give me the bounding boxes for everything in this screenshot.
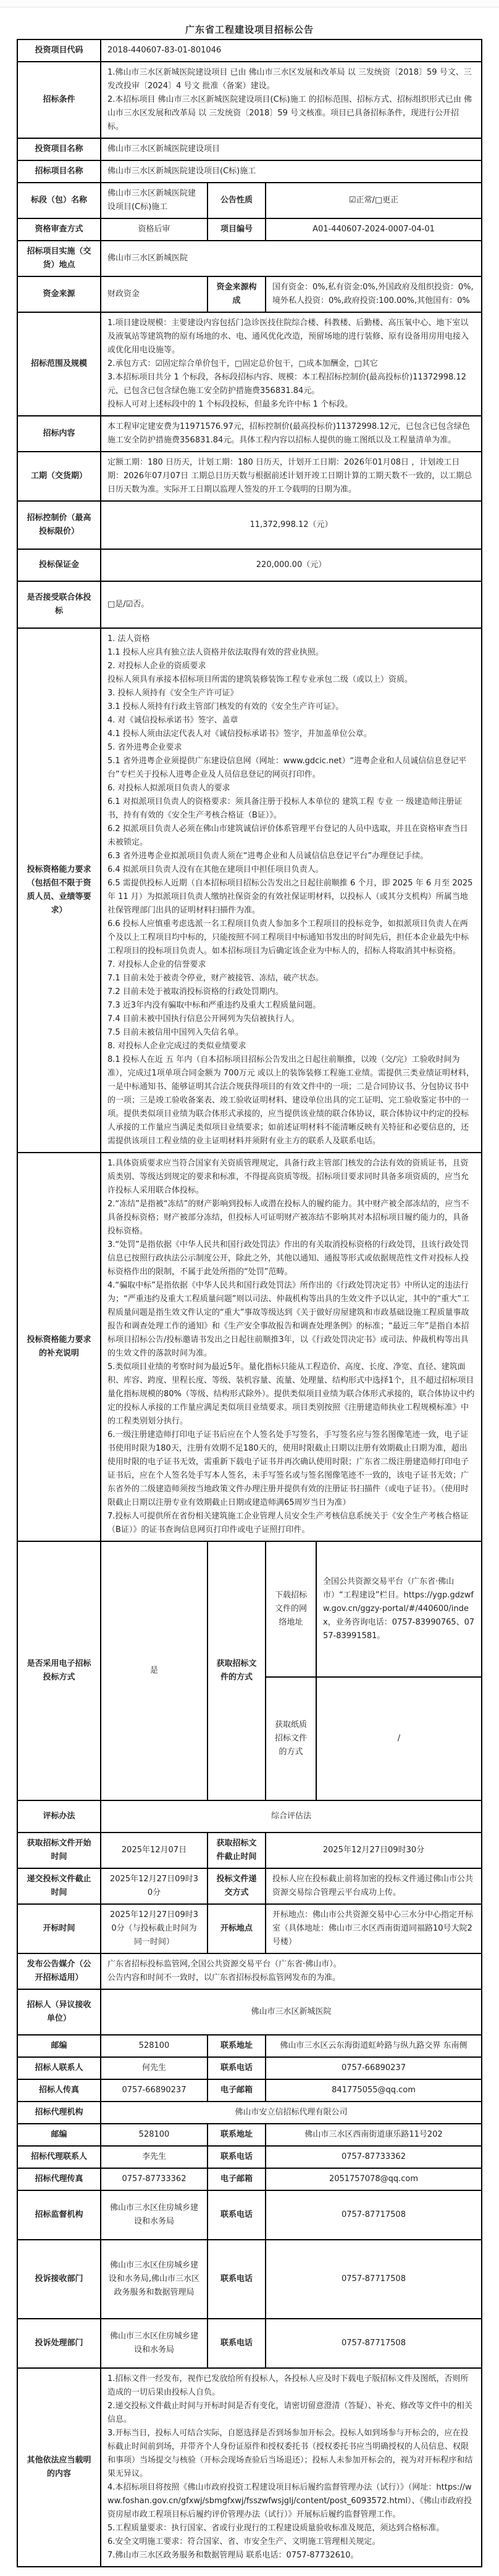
paragraph: 4.“骗取中标”是指依据《中华人民共和国行政处罚法》所作出的《行政处罚决定书》中所认定的违法行为；“严重违约及重大工程质量问题”则以司法、仲裁机构等出具的生效文件予以认定，其中的“重大”工程质量问题是指生效文件认定的“重大”事故等级达到《关于做好房屋建筑和市政基础设施工程质量事故报告和调查处理工作的通知》和《生产安全事故报告和调查处理条例》的标准；“最近三年”是指自本招标项目招标公告/投标邀请书发出之日起往前顺推3年，以《行政处罚决定书》或司法、仲裁机构等出具的生效文件的落款时间为准。 — [107, 1281, 469, 1358]
media-label: 发布公告媒介（公开招标适用） — [17, 1953, 101, 1989]
paragraph: 7.佛山市三水区政务服务和数据管理局 联系电话：0757-87732610。 — [107, 2551, 359, 2560]
qualification-req-value — [101, 628, 482, 1153]
paragraph: 1.招标文件一经发布，视作已发放给所有投标人，各投标人应及时下载电子版招标文件及图纸，否则所造成的一切后果由投标人自负。 — [107, 2374, 469, 2397]
content-value: 本工程审定建安费为11971576.97元，招标控制价(最高投标价)11372998.12元，已包含已包含绿色施工安全防护措施费356831.84元。具体工程内容以招标人提供的施工图纸以及工程量清单为准。 — [101, 416, 482, 452]
tenderer-value: 佛山市三水区新城医院 — [101, 1989, 482, 2035]
paragraph: 7.3 近3年内没有骗取中标和严重违约及重大工程质量问题。 — [107, 1001, 321, 1010]
paragraph: 6.安全文明施工要求：符合国家、省、市安全生产、文明施工管理相关规定。 — [107, 2537, 380, 2546]
consortium-label: 是否接受联合体投标 — [17, 581, 101, 628]
tenderer-address-label: 联系地址 — [208, 2035, 266, 2057]
paragraph: 7.1 目前未处于被责令停业，财产被接管、冻结，破产状态。 — [107, 974, 324, 983]
doc-start-label: 获取招标文件开始时间 — [17, 1833, 101, 1868]
row-funds — [17, 276, 482, 312]
evaluation-label: 评标办法 — [17, 1800, 101, 1833]
row-tender-conditions — [17, 62, 482, 138]
paragraph: 6.1 对拟派项目负责人的资格要求：须具备注册于投标人本单位的 建筑工程 专业 一 级建造师注册证书，持有有效的《安全生产考核合格证（B证）》。 — [107, 797, 463, 820]
row-tenderer-contact — [17, 2057, 482, 2079]
section-name-value: 佛山市三水区新城医院建设项目(C标)施工 — [101, 183, 208, 218]
bid-bond-value: 220,000.00（元） — [101, 549, 482, 581]
tenderer-label: 招标人（异议接收单位） — [17, 1989, 101, 2035]
tenderer-phone-label: 联系电话 — [208, 2057, 266, 2079]
row-duration — [17, 452, 482, 501]
tenderer-fax-value: 0757-66890237 — [101, 2079, 208, 2102]
agency-postcode-value: 528100 — [101, 2124, 208, 2146]
page-title: 广东省工程建设项目招标公告 — [185, 24, 314, 35]
control-price-label: 招标控制价（最高投标限价） — [17, 501, 101, 549]
complaint-recv-label: 投诉接收部门 — [17, 2240, 101, 2319]
supervisor-label: 招标监督机构 — [17, 2190, 101, 2240]
paragraph: 6.4 拟派项目负责人没有在其他在建项目中担任项目负责人。 — [107, 865, 324, 874]
submit-method-value: 投标人应在投标截止前将加密的投标文件通过佛山市公共资源交易综合管理云平台成功上传。 — [266, 1868, 482, 1904]
row-scope — [17, 312, 482, 416]
funds-label: 资金来源 — [17, 276, 101, 312]
paragraph: 广东省招标投标监管网,全国公共资源交易平台（广东省·佛山市）。 — [107, 1960, 342, 1969]
tenderer-email-value: 841775055@qq.com — [266, 2079, 482, 2102]
opening-place-value: 开标地点：佛山市公共资源交易中心三水分中心指定开标室（具体地址：佛山市三水区西南街道同福路10号大院2号楼） — [266, 1904, 482, 1953]
invest-name-value: 佛山市三水区新城医院建设项目 — [101, 138, 482, 160]
paragraph: 3. 投标人须持有《安全生产许可证》 — [107, 689, 238, 698]
invest-name-label: 投资项目名称 — [17, 138, 101, 160]
complaint-recv-phone-label: 联系电话 — [208, 2240, 266, 2319]
complaint-recv-value: 佛山市三水区住房城乡建设和水务局,佛山市三水区政务服务和数据管理局 — [101, 2240, 208, 2319]
doc-start-value: 2025年12月07日 — [101, 1833, 208, 1868]
paper-doc-label: 获取纸质招标文件的方式 — [266, 1677, 316, 1800]
agency-contact-label: 招标代理联系人 — [17, 2146, 101, 2168]
agency-value: 佛山市安立信招标代理有限公司 — [101, 2102, 482, 2124]
content-label: 招标内容 — [17, 416, 101, 452]
row-tender-name — [17, 160, 482, 183]
paragraph: 2. 对投标人企业的资质要求 — [107, 661, 206, 671]
qualification-notes-label: 投标资格能力要求的补充说明 — [17, 1153, 101, 1541]
paragraph: 3.开标当日，投标人可结合实际，自愿选择是否到场参加开标会。投标人如到场参与开标会的，应在投标截止时间前到场，并带齐个人身份证原件和授权委托书（授权委托书应当明确授权的人员信息、权限和事项）当场提交与核验（开标会现场查验后当场退还）；投标人未参加开标会的，视为对开标程序和结果无异议。 — [107, 2429, 473, 2479]
complaint-handle-phone-label: 联系电话 — [208, 2319, 266, 2368]
section-name-label: 标段（包）名称 — [17, 183, 101, 218]
paragraph: 投标人须具有承接本招标项目所需的建筑装修装饰工程专业承包二级（或以上）资质。 — [107, 675, 413, 684]
agency-phone-label: 联系电话 — [208, 2146, 266, 2168]
tenderer-postcode-value: 528100 — [101, 2035, 208, 2057]
row-invest-code — [17, 39, 482, 62]
announcement-table — [17, 39, 482, 2567]
duration-label: 工期（交货期） — [17, 452, 101, 501]
row-agency-postcode — [17, 2124, 482, 2146]
agency-fax-label: 招标代理传真 — [17, 2168, 101, 2190]
complaint-recv-phone-value: 0757-87717508 — [266, 2240, 482, 2319]
paragraph: 4.1 投标人须由法定代表人对《诚信投标承诺书》签字，并加盖单位公章。 — [107, 729, 372, 739]
scope-value — [101, 312, 482, 416]
doc-obtain-method-label: 获取招标文件的方式 — [208, 1541, 266, 1800]
tenderer-email-label: 电子邮箱 — [208, 2079, 266, 2102]
paragraph: 8. 对投标人企业完成过的类似业绩要求 — [107, 1042, 246, 1051]
paragraph: 2.本招标项目 佛山市三水区新城医院建设项目(C标)施工 的招标范围、招标方式、招标组织形式已由 佛山市三水区发展和改革局 以 三发统资〔2018〕59 号文核准。项目已具备招标条件，现进行公开招标。 — [107, 95, 472, 131]
tenderer-contact-value: 何先生 — [101, 2057, 208, 2079]
location-label: 招标项目实施（交货）地点 — [17, 241, 101, 276]
paragraph: 5. 省外进粤企业要求 — [107, 743, 182, 752]
submit-deadline-label: 递交投标文件截止时间 — [17, 1868, 101, 1904]
paragraph: 2.“冻结”是指被“冻结”的财产影响到投标人或潜在投标人的履约能力。其中财产被全部冻结的，应当不具备投标资格；财产被部分冻结，但投标人可证明财产被冻结不影响其对本招标项目履约能力的，具备投标资格。 — [107, 1199, 469, 1236]
agency-label: 招标代理机构 — [17, 2102, 101, 2124]
e-bidding-label: 是否采用电子招标投标方式 — [17, 1541, 101, 1800]
download-url-label: 下载招标文件的网络地址 — [266, 1541, 316, 1677]
row-tenderer-fax — [17, 2079, 482, 2102]
agency-contact-value: 李先生 — [101, 2146, 208, 2168]
row-opening — [17, 1904, 482, 1953]
paragraph: 7.5 目前未被信用中国列入失信名单。 — [107, 1028, 243, 1037]
paper-doc-value: / — [316, 1677, 482, 1800]
agency-postcode-label: 邮编 — [17, 2124, 101, 2146]
supervisor-phone-label: 联系电话 — [208, 2190, 266, 2240]
scope-label: 招标范围及规模 — [17, 312, 101, 416]
row-agency-contact — [17, 2146, 482, 2168]
paragraph: 4. 对《诚信投标承诺书》签字、盖章 — [107, 716, 238, 725]
qualification-method-value: 资格后审 — [101, 218, 208, 241]
bid-bond-label: 投标保证金 — [17, 549, 101, 581]
page-top-strip — [0, 0, 499, 7]
other-label: 其他依法应当载明的内容 — [17, 2368, 101, 2567]
paragraph: 7.投标人可提供所在省份相关建筑施工企业管理人员安全生产考核信息系统关于《安全生产考核合格证（B证）》的证书查询信息网页打印件或电子证照打印件。 — [107, 1512, 469, 1534]
paragraph: 公告内容和时间不一致时，以广东省招标投标监管网发布的为准。 — [107, 1973, 341, 1982]
notice-nature-label: 公告性质 — [208, 183, 266, 218]
submit-method-label: 投标文件递交方式 — [208, 1868, 266, 1904]
row-evaluation — [17, 1800, 482, 1833]
row-content — [17, 416, 482, 452]
location-value: 佛山市三水区新城医院 — [101, 241, 482, 276]
doc-deadline-value: 2025年12月27日09时30分 — [266, 1833, 482, 1868]
paragraph: 5.工程质量要求：执行国家、省或行业现行的工程建设质量验收标准及规范，须达到合格标准。 — [107, 2524, 445, 2533]
media-value — [101, 1953, 482, 1989]
row-media — [17, 1953, 482, 1989]
invest-code-value: 2018-440607-83-01-801046 — [101, 39, 482, 62]
notice-nature-value: ☑正常/□更正 — [266, 183, 482, 218]
complaint-handle-label: 投诉处理部门 — [17, 2319, 101, 2368]
funds-composition-label: 资金来源构成 — [208, 276, 266, 312]
row-tenderer-postcode — [17, 2035, 482, 2057]
agency-fax-value: 0757-87733362 — [101, 2168, 208, 2190]
paragraph: 4.本招标项目将按照《佛山市政府投资工程建设项目标后履约监督管理办法（试行）》（网址：https://www.foshan.gov.cn/gfxwj/sbmgfxwj/fsszwfwsjglj/content/post_6093572.html）、《佛山市政府投资房屋市政工程项目标后履约评价管理办法（试行）》开展标后履约监督管理工作。 — [107, 2483, 472, 2519]
row-qualification-notes — [17, 1153, 482, 1541]
paragraph: 投标人可对上述标段中的 1 个标段投标，但最多允许中标 1 个标段。 — [107, 400, 353, 409]
supervisor-phone-value: 0757-87717508 — [266, 2190, 482, 2240]
paragraph: 1.具体资质要求应当符合国家有关资质管理规定，具备行政主管部门核发的合法有效的资质证书，且资质类别、等级达到规定的要求和标准，不得提高资质等级。招标项目要求同时具备多项资质的，应当允许投标人采用联合体投标。 — [107, 1159, 469, 1195]
qualification-method-label: 资格审查方式 — [17, 218, 101, 241]
paragraph: 6. 对投标人拟派项目负责人的要求 — [107, 784, 230, 793]
tender-conditions-label: 招标条件 — [17, 62, 101, 138]
project-number-label: 项目编号 — [208, 218, 266, 241]
row-invest-name — [17, 138, 482, 160]
row-tenderer — [17, 1989, 482, 2035]
paragraph: 6.2 拟派项目负责人必须在佛山市建筑诚信评价体系管理平台登记的人员中选取，并且在资格审查当日未被锁定。 — [107, 824, 468, 847]
row-section-name — [17, 183, 482, 218]
opening-time-value: 2025年12月27日09时30分（与投标截止时间为同一时间） — [101, 1904, 208, 1953]
download-url-value: 全国公共资源交易平台（广东省·佛山市）“工程建设”栏目。https://ygp.gdzwfw.gov.cn/ggzy-portal/#/440600/index，业务咨询电话：0757-83990765、0757-83991581。 — [316, 1541, 482, 1677]
project-number-value: A01-440607-2024-0007-04-01 — [266, 218, 482, 241]
paragraph: 2.递交投标文件截止时间与开标时间是否有变化，请密切留意澄清（答疑）、补充、修改等文件中的相关信息。 — [107, 2401, 472, 2424]
row-agency — [17, 2102, 482, 2124]
row-complaint-handle — [17, 2319, 482, 2368]
agency-address-label: 联系地址 — [208, 2124, 266, 2146]
supervisor-value: 佛山市三水区住房城乡建设和水务局 — [101, 2190, 208, 2240]
tender-conditions-value — [101, 62, 482, 138]
agency-email-value: 2051757078@qq.com — [266, 2168, 482, 2190]
paragraph: 1.佛山市三水区新城医院建设项目 已由 佛山市三水区发展和改革局 以 三发统资〔2018〕59 号文、三发改投审〔2024〕4 号文 批准（备案）建设。 — [107, 68, 472, 91]
row-bid-bond — [17, 549, 482, 581]
funds-value: 财政资金 — [101, 276, 208, 312]
paragraph: 5.1 省外进粤企业须提供广东建设信息网（网址：www.gdcic.net）“进粤企业和人员诚信信息登记平台”专栏关于投标人进粤企业及人员信息登记的网页打印件。 — [107, 756, 467, 779]
agency-email-label: 电子邮箱 — [208, 2168, 266, 2190]
submit-deadline-value: 2025年12月27日09时30分 — [101, 1868, 208, 1904]
tenderer-contact-label: 招标人联系人 — [17, 2057, 101, 2079]
tenderer-phone-value: 0757-66890237 — [266, 2057, 482, 2079]
tenderer-postcode-label: 邮编 — [17, 2035, 101, 2057]
paragraph: 1. 法人资格 — [107, 634, 150, 644]
agency-phone-value: 0757-87733362 — [266, 2146, 482, 2168]
opening-place-label: 开标地点 — [208, 1904, 266, 1953]
qualification-notes-value — [101, 1153, 482, 1541]
paragraph: 2.承包方式：☑固定综合单价包干，□固定总价包干，□成本加酬金，□其它 — [107, 359, 378, 368]
tenderer-fax-label: 招标人传真 — [17, 2079, 101, 2102]
complaint-handle-value: 佛山市三水区住房城乡建设和水务局 — [101, 2319, 208, 2368]
paragraph: 1.1 投标人应具有独立法人资格并依法取得有效的营业执照。 — [107, 648, 324, 657]
e-bidding-value: 是 — [101, 1541, 208, 1800]
paragraph: 8.1 投标人在近 五 年内（自本招标项目招标公告发出之日起往前顺推，以竣（交/完）工验收时间为准），完成过1项单项合同金额为 700万元 或以上的装饰装修工程施工业绩。需提供三类业绩证明材料，一是中标通知书、能够证明其合法合规获得项目的有效文件中的一项；二是合同协议书、分包协议书中的一项；三是竣工验收备案表、竣工验收证明材料、建设单位出具的完工证明、完工验收鉴定书中的一项。提供类似项目业绩为联合体形式承接的，应当提供该业绩的联合体协议，联合体协议中约定的投标人承接的工作量应当满足类似项目业绩要求；如前述证明材料不能清晰反映有关特征和必要信息的，还需提供该项目工程业绩的业主证明材料并须附有业主方的联系人及联系电话。 — [107, 1055, 474, 1146]
complaint-handle-phone-value: 0757-87717508 — [266, 2319, 482, 2368]
row-qualification-req — [17, 628, 482, 1153]
row-e-bidding — [17, 1541, 482, 1677]
tender-name-label: 招标项目名称 — [17, 160, 101, 183]
funds-composition-value: 国有资金：0%,私有资金:0%,外国政府及组织投资：0%,境外私人投资：0%,政府投资:100.00%,其他国有：0% — [266, 276, 482, 312]
tenderer-address-value: 佛山市三水区云东海街道虹岭路与纵九路交界 东南侧 — [266, 2035, 482, 2057]
consortium-value: □是/☑否。 — [101, 581, 482, 628]
row-agency-fax — [17, 2168, 482, 2190]
row-other — [17, 2368, 482, 2567]
row-location — [17, 241, 482, 276]
paragraph: 3.“处罚”是指依据《中华人民共和国行政处罚法》作出的有关取消投标资格的行政处罚，且该行政处罚信息已按照行政执法公示制度公开，除此之外，其他以通知、通报等形式或依据规范性文件对投标人投标资格作出的限制，不属于此处所指的“处罚”范畴。 — [107, 1240, 469, 1277]
row-supervisor — [17, 2190, 482, 2240]
row-qualification-method — [17, 218, 482, 241]
paragraph: 6.5 需提供投标人近期（自本招标项目招标公告发出之日起往前顺推 6 个月，即 2025 年 6 月至 2025 年 11 月）为拟派项目负责人缴纳社保资金的有效社保证明材料，以投标人（或其分支机构）所属当地社保管理部门出具的证明材料扫描件为准。 — [107, 879, 473, 915]
tender-name-value: 佛山市三水区新城医院建设项目(C标)施工 — [101, 160, 482, 183]
qualification-req-label: 投标资格能力要求（包括但不限于资质人员、业绩等要求） — [17, 628, 101, 1153]
row-control-price — [17, 501, 482, 549]
paragraph: 1.项目建设规模：主要建设内容包括门急诊医技住院综合楼、科教楼、后勤楼、高压氧中心、地下室以及液氧站等建筑物的原有场地的水、电、通风优化改造，预留场地的进行装修、原有设备用房用电接入或优化用电设施等。 — [107, 318, 469, 355]
paragraph: 7. 对投标人企业的信誉要求 — [107, 960, 206, 969]
paragraph: 6.6 投标人应慎重考虑选派一名工程项目负责人参加多个工程项目的投标竞争，如拟派项目负责人在两个及以上工程项目均中标的，只能按照不同工程项目中标通知书发出的时间先后，担任本企业最先中标工程项目的投标项目负责人。如本招标项目为后确定该企业为中标人的，招标人将取消其中标资格。 — [107, 919, 469, 956]
paragraph: 3.1 投标人须持有行政主管部门核发的有效的《安全生产许可证》。 — [107, 702, 344, 711]
evaluation-value: 综合评估法 — [101, 1800, 482, 1833]
duration-value: 定额工期：180 日历天，计划工期：180 日历天，计划开工日期：2026年01月08日 ，计划竣工日期：2026年07月07日 工期总日历天数与根据前述计划开竣工日期计算的工期天数不一致的，以工期总日历天数为准。实际开工日期以监理人签发的开工令载明的日期为准。 — [101, 452, 482, 501]
paragraph: 6.一级注册建造师打印电子证书后应在个人签名处手写签名，手写签名应与签名图像笔迹一致，电子证书使用时限为180天，注册有效期不足180天的，使用时限截止日期以注册有效期截止日期为准，超出使用时限的电子证书无效，需重新下载电子证书并再次确认使用时限；广东省二级注册建造师打印电子证书后，应在个人签名处手写本人签名，未手写签名或与签名图像笔迹不一致的，该电子证书无效；广东省外的二级建造师须按当地政策文件办理注册并提供有效的注册证书扫描件（或电子证书）。（使用时限截止日期以注册专业有效期截止日期或建造师满65周岁当日为准） — [107, 1430, 469, 1507]
row-consortium — [17, 581, 482, 628]
paragraph: 6.3 省外进粤企业拟派项目负责人须在“进粤企业和人员诚信信息登记平台”办理登记手续。 — [107, 851, 429, 861]
doc-deadline-label: 获取招标文件截止时间 — [208, 1833, 266, 1868]
paragraph: 3.本招标项目共分 1 个标段，各标段招标内容、规模：本工程招标控制价(最高投标价)11372998.12元，已包含已包含绿色施工安全防护措施费356831.84元。 — [107, 373, 466, 396]
row-complaint-recv — [17, 2240, 482, 2319]
row-doc-start — [17, 1833, 482, 1868]
opening-time-label: 开标时间 — [17, 1904, 101, 1953]
agency-address-value: 佛山市三水区西南街道康乐路11号202 — [266, 2124, 482, 2146]
paragraph: 7.2 目前未处于被取消投标资格的行政处罚期内。 — [107, 987, 283, 996]
paragraph: 7.4 目前未被中国执行信息公开网列为失信被执行人。 — [107, 1014, 300, 1024]
row-submit-deadline — [17, 1868, 482, 1904]
other-value — [101, 2368, 482, 2567]
invest-code-label: 投资项目代码 — [17, 39, 101, 62]
paragraph: 5.类似项目业绩的考察时间为最近5年。量化指标只能从工程造价、高度、长度、净宽、直径、建筑面积、库容、跨度、里程长度、等级、装机容量、流量、处理量、结构形式中选择1个，且不超过招标项目量化指标规模的80%（等级、结构形式除外）。提供类似项目业绩为联合体形式承接的，联合体协议中约定的投标人承接的工作量应满足类似项目业绩要求。项目类别按照《注册建造师执业工程规模标准》中的工程类别划分执行。 — [107, 1362, 475, 1426]
control-price-value: 11,372,998.12（元） — [101, 501, 482, 549]
